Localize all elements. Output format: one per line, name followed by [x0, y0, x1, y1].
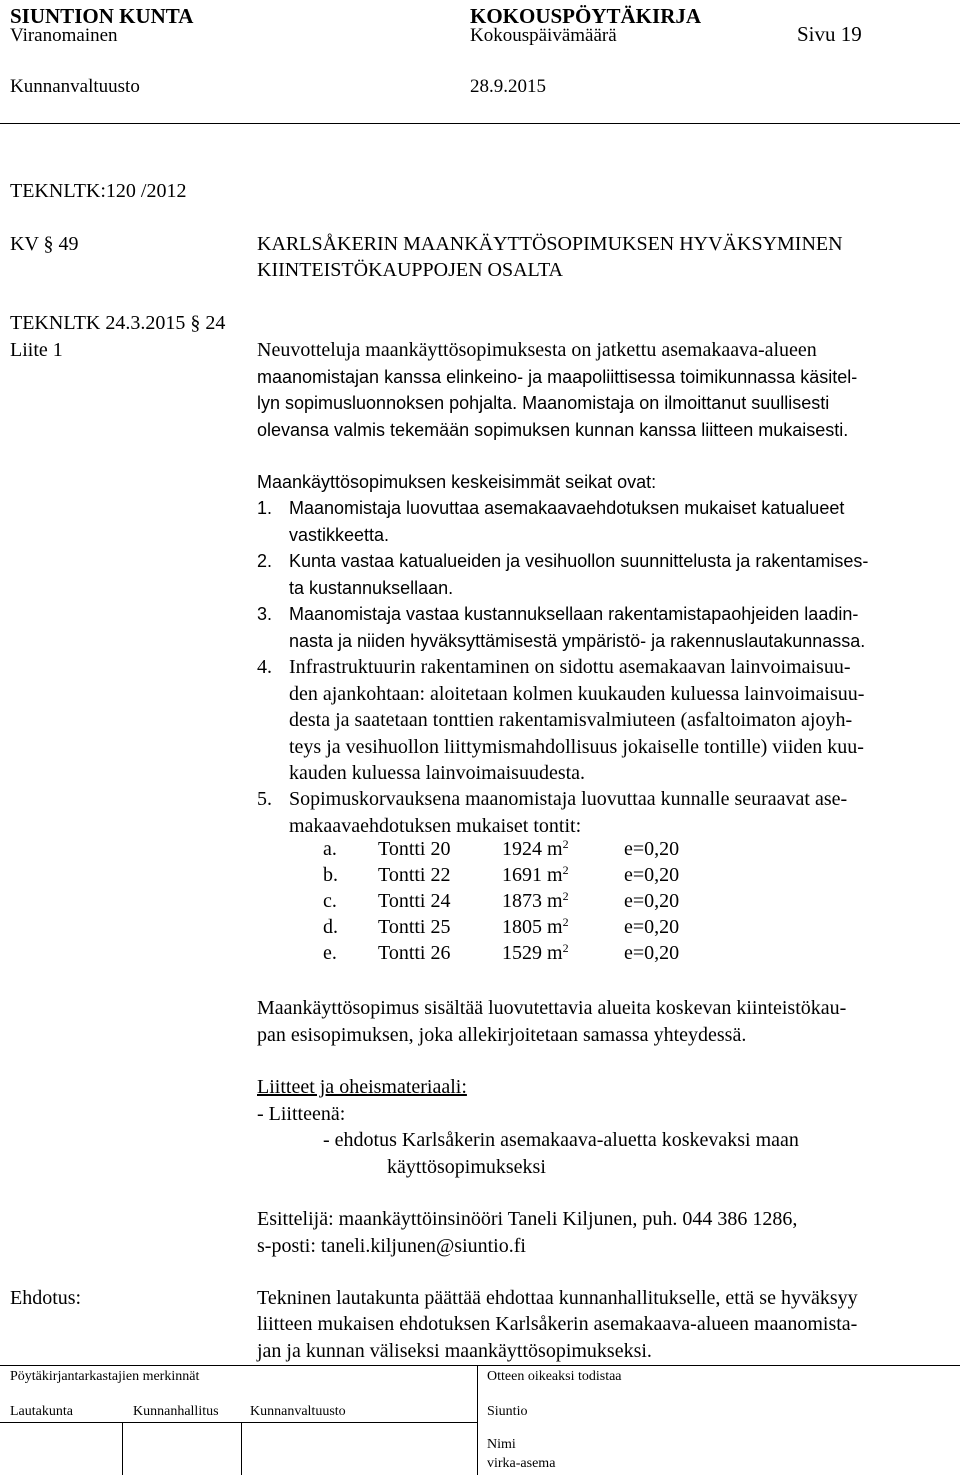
lot-row	[323, 836, 679, 862]
footer-assembly: Kunnanvaltuusto	[250, 1404, 346, 1419]
attachments-heading: Liitteet ja oheismateriaali:	[257, 1076, 467, 1098]
summary-line2: pan esisopimuksen, joka allekirjoitetaan samassa yhteydessä.	[257, 1024, 747, 1046]
org-name: SIUNTION KUNTA	[10, 4, 194, 28]
point-3-number: 3.	[257, 604, 273, 624]
lot-letter: b.	[323, 864, 338, 886]
footer-municipality: Siuntio	[487, 1404, 528, 1419]
lot-e-value: e=0,20	[624, 838, 680, 860]
lot-area: 1529 $m^2$	[502, 941, 569, 964]
case-title-line2: KIINTEISTÖKAUPPOJEN OSALTA	[257, 259, 563, 281]
point-4-line2: den ajankohtaan: aloitetaan kolmen kuukauden kuluessa lainvoimaisuu-	[289, 683, 865, 705]
lot-area: 1873 $m^2$	[502, 889, 569, 912]
proposal-line1: Tekninen lautakunta päättää ehdottaa kunnanhallitukselle, että se hyväksyy	[257, 1287, 858, 1309]
meeting-date-label: Kokouspäivämäärä	[470, 25, 617, 46]
lot-row	[323, 888, 679, 914]
lot-e-value: e=0,20	[624, 942, 680, 964]
points-heading: Maankäyttösopimuksen keskeisimmät seikat ovat:	[257, 472, 657, 492]
footer-divider-vertical	[477, 1365, 478, 1475]
footer-title: virka-asema	[487, 1456, 556, 1471]
lot-name: Tontti 22	[378, 864, 451, 886]
footer-mid-line	[0, 1422, 477, 1423]
point-1-number: 1.	[257, 498, 273, 518]
point-4-line5: kauden kuluessa lainvoimaisuudesta.	[289, 762, 586, 784]
proposal-line3: jan ja kunnan väliseksi maankäyttösopimukseksi.	[257, 1340, 652, 1362]
lot-e-value: e=0,20	[624, 916, 680, 938]
doc-type: KOKOUSPÖYTÄKIRJA	[470, 4, 702, 28]
point-5-number: 5.	[257, 788, 272, 810]
proposal-line2: liitteen mukaisen ehdotuksen Karlsåkerin asemakaava-alueen maanomista-	[257, 1313, 858, 1335]
lot-name: Tontti 25	[378, 916, 451, 938]
point-4-line4: teys ja vesihuollon liittymismahdollisuus jokaiselle tontille) viiden kuu-	[289, 736, 864, 758]
lots-table	[323, 836, 679, 966]
point-2-line1: Kunta vastaa katualueiden ja vesihuollon suunnittelusta ja rakentamises-	[289, 551, 869, 571]
point-2-line2: ta kustannuksellaan.	[289, 578, 454, 598]
lot-area: 1924 $m^2$	[502, 837, 569, 860]
point-3-line2: nasta ja niiden hyväksyttämisestä ympäristö- ja rakennuslautakunnassa.	[289, 631, 866, 651]
point-1-line1: Maanomistaja luovuttaa asemakaavaehdotuksen mukaiset katualueet	[289, 498, 845, 518]
lot-letter: e.	[323, 942, 337, 964]
lot-row	[323, 940, 679, 966]
footer-name: Nimi	[487, 1437, 516, 1452]
page-number: Sivu 19	[797, 22, 862, 46]
intro-line4: olevansa valmis tekemään sopimuksen kunnan kanssa liitteen mukaisesti.	[257, 420, 849, 440]
footer-checkers: Pöytäkirjantarkastajien merkinnät	[10, 1369, 200, 1384]
presenter-line1: Esittelijä: maankäyttöinsinööri Taneli Kiljunen, puh. 044 386 1286,	[257, 1208, 798, 1230]
summary-line1: Maankäyttösopimus sisältää luovutettavia alueita koskevan kiinteistökau-	[257, 997, 847, 1019]
case-title-line1: KARLSÅKERIN MAANKÄYTTÖSOPIMUKSEN HYVÄKSYMINEN	[257, 233, 843, 255]
proposal-label: Ehdotus:	[10, 1287, 82, 1309]
attachment-item-line2: käyttösopimukseksi	[387, 1156, 546, 1178]
lot-letter: d.	[323, 916, 338, 938]
lot-row	[323, 914, 679, 940]
case-ref2: TEKNLTK 24.3.2015 § 24	[10, 312, 226, 334]
meeting-date: 28.9.2015	[470, 76, 546, 97]
presenter-line2: s-posti: taneli.kiljunen@siuntio.fi	[257, 1235, 526, 1257]
lot-name: Tontti 20	[378, 838, 451, 860]
intro-line3: lyn sopimusluonnoksen pohjalta. Maanomistaja on ilmoittanut suullisesti	[257, 393, 830, 413]
footer-col1-line	[122, 1422, 123, 1475]
lot-e-value: e=0,20	[624, 864, 680, 886]
point-4-line3: desta ja saatetaan tonttien rakentamisvalmiuteen (asfaltoimaton ajoyh-	[289, 709, 853, 731]
point-5-line2: makaavaehdotuksen mukaiset tontit:	[289, 815, 582, 837]
point-2-number: 2.	[257, 551, 273, 571]
footer-top-line	[0, 1365, 960, 1366]
footer-certified: Otteen oikeaksi todistaa	[487, 1369, 622, 1384]
point-5-line1: Sopimuskorvauksena maanomistaja luovuttaa kunnalle seuraavat ase-	[289, 788, 848, 810]
footer-council: Kunnanhallitus	[133, 1404, 219, 1419]
attachment-item-line1: - ehdotus Karlsåkerin asemakaava-aluetta koskevaksi maan	[323, 1129, 799, 1151]
kv-number: KV § 49	[10, 233, 79, 255]
attachments-sub: - Liitteenä:	[257, 1103, 346, 1125]
attachment-label: Liite 1	[10, 339, 63, 361]
header-divider	[0, 123, 960, 124]
lot-area: 1805 $m^2$	[502, 915, 569, 938]
point-1-line2: vastikkeetta.	[289, 525, 390, 545]
footer-board: Lautakunta	[10, 1404, 73, 1419]
intro-line2: maanomistajan kanssa elinkeino- ja maapoliittisessa toimikunnassa käsitel-	[257, 367, 858, 387]
lot-letter: a.	[323, 838, 337, 860]
footer-col2-line	[241, 1422, 242, 1475]
lot-e-value: e=0,20	[624, 890, 680, 912]
point-4-line1: Infrastruktuurin rakentaminen on sidottu asemakaavan lainvoimaisuu-	[289, 656, 851, 678]
lot-name: Tontti 26	[378, 942, 451, 964]
authority: Kunnanvaltuusto	[10, 76, 140, 97]
point-4-number: 4.	[257, 656, 272, 678]
lot-area: 1691 $m^2$	[502, 863, 569, 886]
authority-label: Viranomainen	[10, 25, 118, 46]
lot-name: Tontti 24	[378, 890, 451, 912]
lot-letter: c.	[323, 890, 337, 912]
case-ref1: TEKNLTK:120 /2012	[10, 180, 187, 202]
intro-line1: Neuvotteluja maankäyttösopimuksesta on jatkettu asemakaava-alueen	[257, 339, 817, 361]
lot-row	[323, 862, 679, 888]
point-3-line1: Maanomistaja vastaa kustannuksellaan rakentamistapaohjeiden laadin-	[289, 604, 859, 624]
